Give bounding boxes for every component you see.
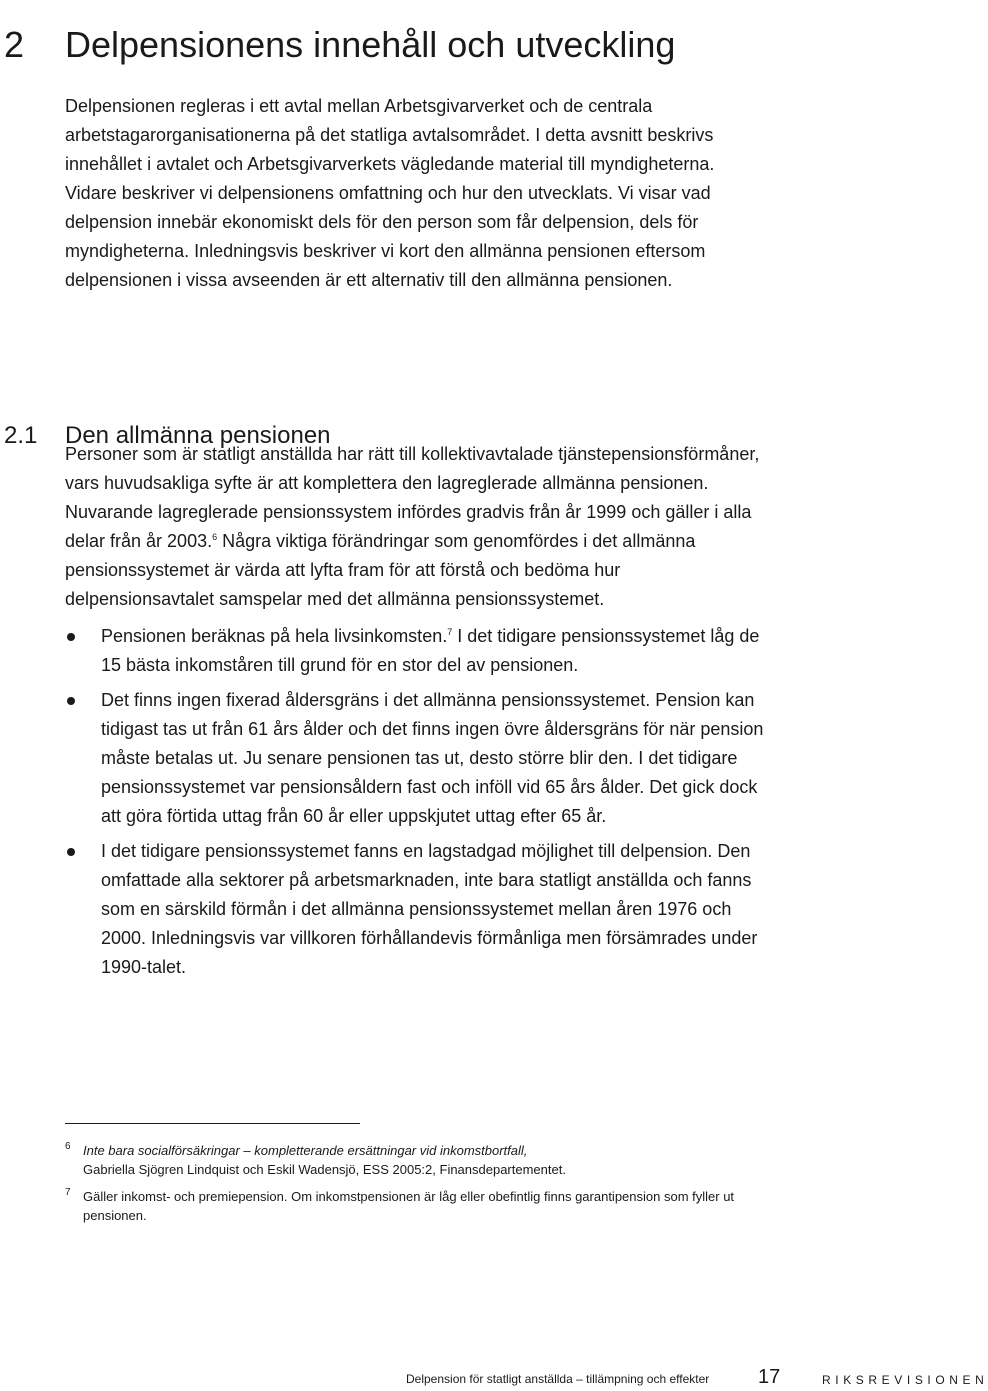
footnote-7 (65, 1187, 765, 1225)
bullet-icon (67, 633, 75, 641)
intro-paragraph: Delpensionen regleras i ett avtal mellan Arbetsgivarverket och de centrala arbetstagarorganisationerna på det statliga avtalsområdet. I detta avsnitt beskrivs innehållet i avtalet och Arbetsgivarverkets vägledande material till myndigheterna. Vidare beskriver vi delpensionens omfattning och hur den utvecklats. Vi visar vad delpension innebär ekonomiskt dels för den person som får delpension, dels för myndigheterna. Inledningsvis beskriver vi kort den allmänna pensionen eftersom delpensionen i vissa avseenden är ett alternativ till den allmänna pensionen. (65, 96, 715, 290)
footnote-text: Gäller inkomst- och premiepension. Om inkomstpensionen är låg eller obefintlig finns garantipension som fyller ut pensionen. (83, 1189, 735, 1223)
page-number: 17 (758, 1366, 781, 1388)
footnote-ref-6[interactable]: 6 (212, 532, 218, 542)
footnote-mark: 7 (65, 1187, 71, 1198)
chapter-title: Delpensionens innehåll och utveckling (65, 24, 676, 66)
section-paragraph (65, 440, 765, 614)
list-item-text: Det finns ingen fixerad åldersgräns i det allmänna pensionssystemet. Pension kan tidigast tas ut från 61 års ålder och det finns ingen övre åldersgräns för när pension måste betalas ut. Ju senare pensionen tas ut, desto större blir den. I det tidigare pensionssystemet var pensionsåldern fast och inföll vid 65 års ålder. Det gick dock att göra förtida uttag från 60 år eller uppskjutet uttag efter 65 år. (101, 690, 764, 826)
section-paragraph-part1: Personer som är statligt anställda har rätt till kollektivavtalade tjänstepensionsförmåner, vars huvudsakliga syfte är att komplettera den lagreglerade allmänna pensionen. Nuvarande lagreglerade pensionssystem infördes gradvis från år 1999 och gäller i alla delar från år 2003. (65, 444, 760, 551)
list-item (65, 837, 765, 982)
chapter-heading (0, 24, 960, 66)
list-item (65, 622, 765, 680)
list-item-text-continued: I det tidigare pensionssystemet låg de 15 bästa inkomståren till grund för en stor del av pensionen. (101, 626, 760, 675)
footnote-divider (65, 1123, 360, 1124)
footnote-6 (65, 1141, 765, 1179)
page-footer (0, 1366, 988, 1390)
chapter-number: 2 (4, 24, 25, 66)
footnotes (65, 1141, 765, 1233)
footnote-source-title: Inte bara socialförsäkringar – kompletterande ersättningar vid inkomstbortfall, (83, 1143, 528, 1158)
section-title: Den allmänna pensionen (65, 421, 331, 449)
brand-logo: RIKSREVISIONEN (822, 1373, 988, 1387)
footnote-text: Gabriella Sjögren Lindquist och Eskil Wadensjö, ESS 2005:2, Finansdepartementet. (83, 1162, 566, 1177)
bullet-icon (67, 848, 75, 856)
list-item-text: I det tidigare pensionssystemet fanns en lagstadgad möjlighet till delpension. Den omfattade alla sektorer på arbetsmarknaden, inte bara statligt anställda och fanns som en särskild förmån i det allmänna pensionssystemet mellan åren 1976 och 2000. Inledningsvis var villkoren förhållandevis förmånliga men försämrades under 1990-talet. (101, 841, 758, 977)
section-paragraph-part2: Några viktiga förändringar som genomfördes i det allmänna pensionssystemet är värda att lyfta fram för att förstå och bedöma hur delpensionsavtalet samspelar med det allmänna pensionssystemet. (65, 531, 696, 609)
bullet-list (65, 622, 765, 982)
footnote-ref-7[interactable]: 7 (447, 627, 453, 637)
list-item-text: Pensionen beräknas på hela livsinkomsten. (101, 626, 448, 646)
section-body (65, 440, 765, 988)
footer-title: Delpension för statligt anställda – tillämpning och effekter (406, 1372, 710, 1386)
list-item (65, 686, 765, 831)
footnote-mark: 6 (65, 1141, 71, 1152)
section-number: 2.1 (4, 421, 38, 449)
bullet-icon (67, 697, 75, 705)
